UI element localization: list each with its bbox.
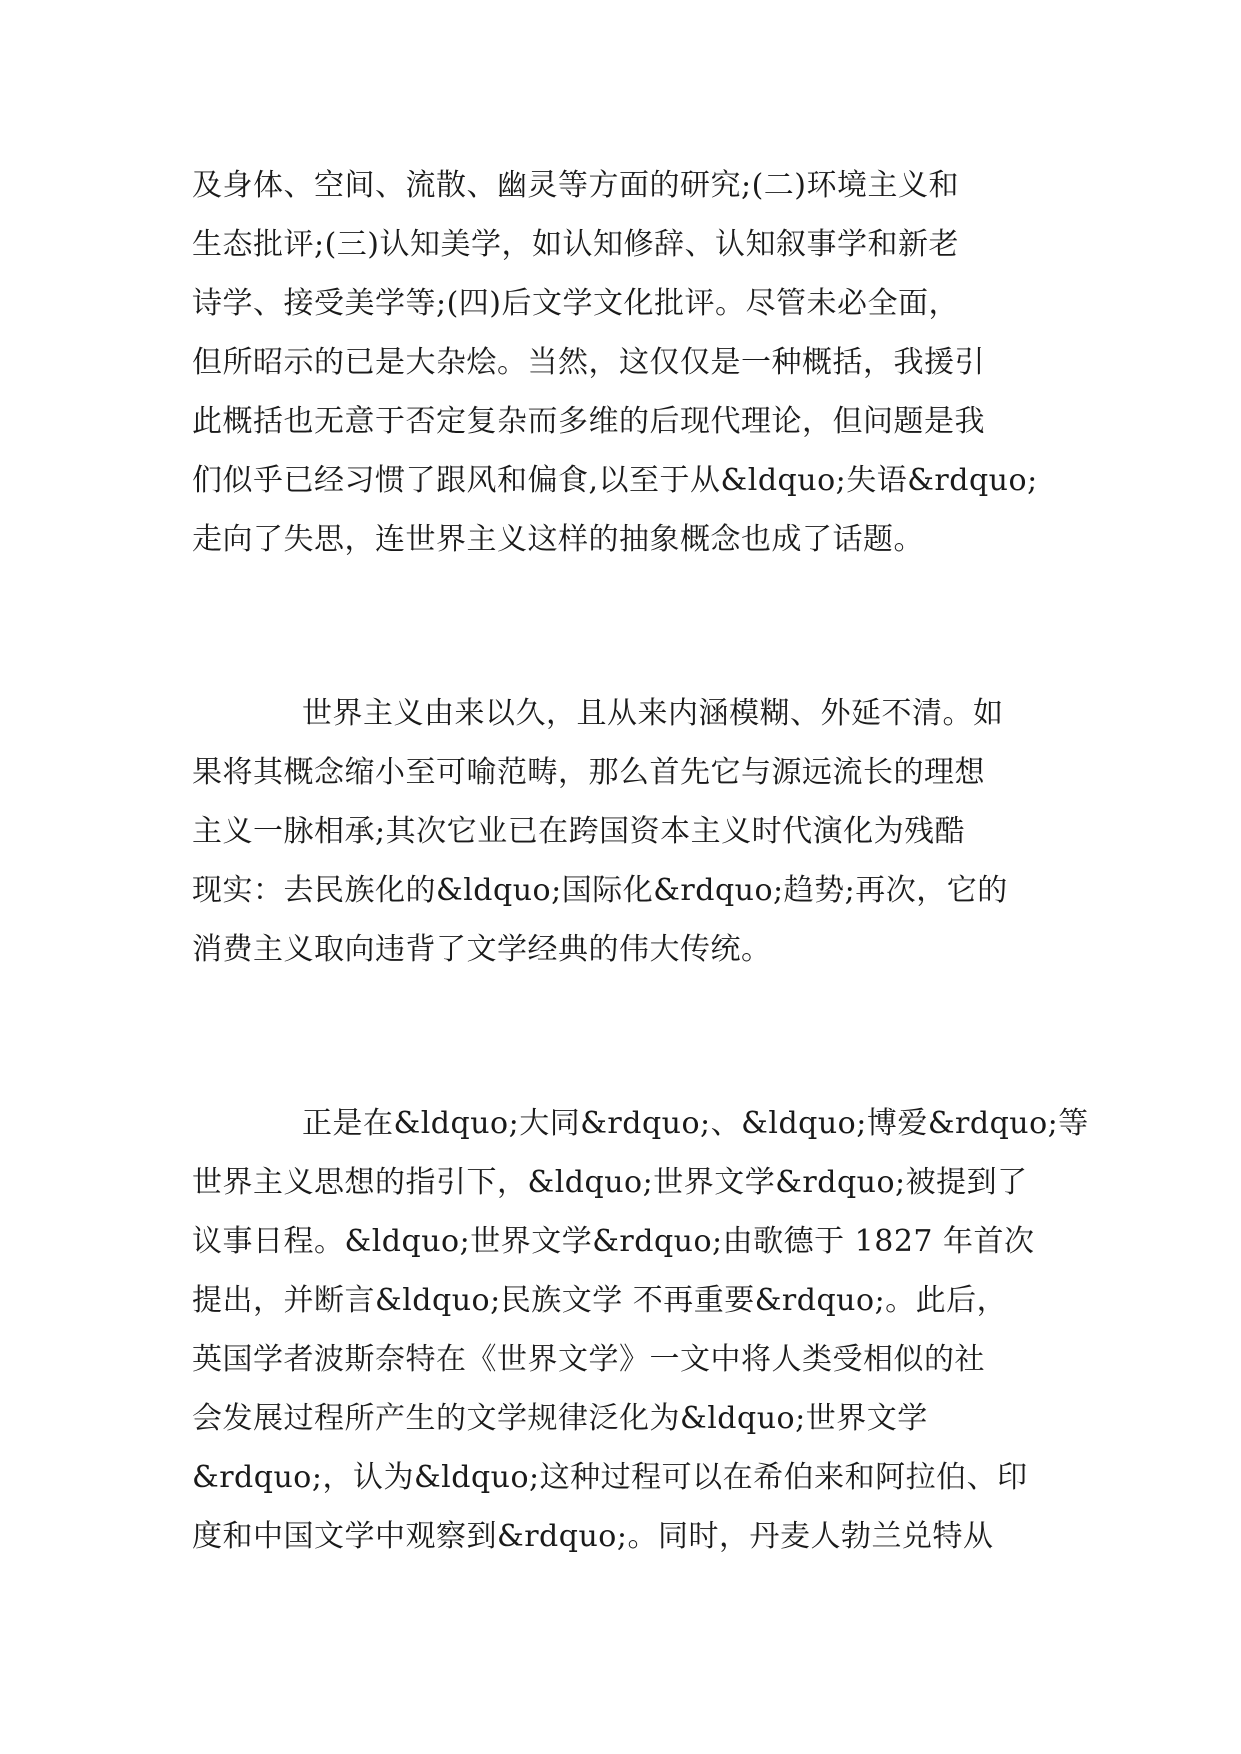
text-line: &rdquo;，认为&ldquo;这种过程可以在希伯来和阿拉伯、印 [192,1460,1028,1495]
text-line: 此概括也无意于否定复杂而多维的后现代理论，但问题是我 [192,404,985,439]
text-line: 提出，并断言&ldquo;民族文学 不再重要&rdquo;。此后， [192,1283,1008,1318]
text-line: 走向了失思，连世界主义这样的抽象概念也成了话题。 [192,522,924,557]
text-line: 消费主义取向违背了文学经典的伟大传统。 [192,932,772,967]
text-line: 议事日程。&ldquo;世界文学&rdquo;由歌德于 1827 年首次 [192,1224,1035,1259]
text-line: 果将其概念缩小至可喻范畴，那么首先它与源远流长的理想 [192,755,985,790]
text-line: 及身体、空间、流散、幽灵等方面的研究;(二)环境主义和 [192,168,960,203]
text-line: 世界主义思想的指引下，&ldquo;世界文学&rdquo;被提到了 [192,1165,1028,1200]
text-line: 现实：去民族化的&ldquo;国际化&rdquo;趋势;再次，它的 [192,873,1008,908]
text-line: 们似乎已经习惯了跟风和偏食,以至于从&ldquo;失语&rdquo; [192,463,1038,498]
text-line: 主义一脉相承;其次它业已在跨国资本主义时代演化为残酷 [192,814,966,849]
text-line: 英国学者波斯奈特在《世界文学》一文中将人类受相似的社 [192,1342,985,1377]
text-line: 世界主义由来以久，且从来内涵模糊、外延不清。如 [302,696,1004,731]
text-line: 诗学、接受美学等;(四)后文学文化批评。尽管未必全面， [192,286,960,321]
text-line: 生态批评;(三)认知美学，如认知修辞、认知叙事学和新老 [192,227,960,262]
paragraph [192,1094,1089,1566]
text-line: 正是在&ldquo;大同&rdquo;、&ldquo;博爱&rdquo;等 [302,1106,1089,1141]
text-line: 但所昭示的已是大杂烩。当然，这仅仅是一种概括，我援引 [192,345,985,380]
text-line: 度和中国文学中观察到&rdquo;。同时，丹麦人勃兰兑特从 [192,1519,994,1554]
paragraph [192,684,1052,979]
text-line: 会发展过程所产生的文学规律泛化为&ldquo;世界文学 [192,1401,928,1436]
paragraph [192,156,1052,569]
